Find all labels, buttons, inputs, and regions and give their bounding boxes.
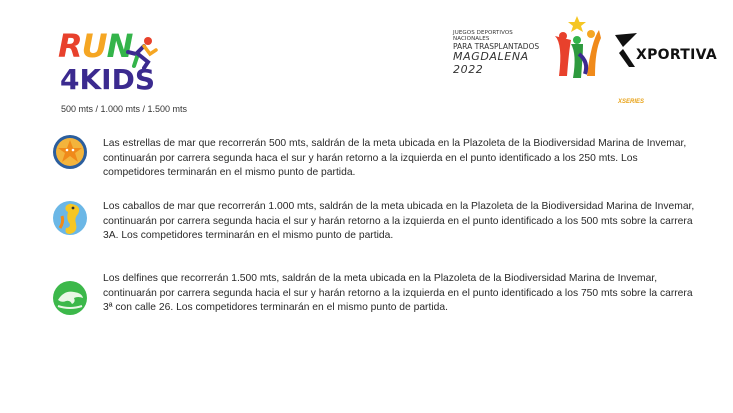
run4kids-logo-kids: 4KIDS <box>60 63 156 96</box>
logo-letter-u: U <box>81 27 107 65</box>
juegos-line3: MAGDALENA 2022 <box>453 50 529 76</box>
starfish-description: Las estrellas de mar que recorrerán 500 mts, saldrán de la meta ubicada en la Plazoleta de la Biodiversidad Marina de Invemar, continuarán por carrera segunda haca el sur y harán retorno a la izquierda en el punto identificado a los 250 mts. Los competidores terminarán en el mismo punto de partida. <box>103 138 687 178</box>
distances-label: 500 mts / 1.000 mts / 1.500 mts <box>61 104 188 114</box>
xseries-logo: XSERIES <box>618 99 645 105</box>
xportiva-logo: XPORTIVA <box>636 47 717 63</box>
seahorse-description: Los caballos de mar que recorrerán 1.000 mts, saldrán de la meta ubicada en la Plazoleta de la Biodiversidad Marina de Invemar, continuarán por carrera segunda hacia el sur y harán retorno a la izquierda en el punto identificado a los 500 mts sobre la carrera 3A. Los competidores terminarán en el mismo punto de partida. <box>103 201 695 241</box>
juegos-figures-icon <box>549 14 604 80</box>
dolphin-description: Los delfines que recorrerán 1.500 mts, saldrán de la meta ubicada en la Plazoleta de la Biodiversidad Marina de Invemar, continuarán por carrera segunda hacia el sur y harán retorno a la izquierda en el punto identificado a los 750 mts sobre la carrera 3ª con calle 26. Los competidores terminarán en el mismo punto de partida. <box>103 273 693 313</box>
juegos-line1: JUEGOS DEPORTIVOS NACIONALES <box>453 30 513 43</box>
juegos-logo-text <box>453 30 548 77</box>
seahorse-icon <box>52 198 88 238</box>
logo-letter-r: R <box>58 27 82 65</box>
dolphin-icon <box>52 280 88 316</box>
run4kids-logo-run <box>58 27 133 65</box>
starfish-icon <box>52 134 88 170</box>
juegos-line2: PARA TRASPLANTADOS <box>453 41 540 51</box>
logo-letter-n: N <box>106 27 133 65</box>
